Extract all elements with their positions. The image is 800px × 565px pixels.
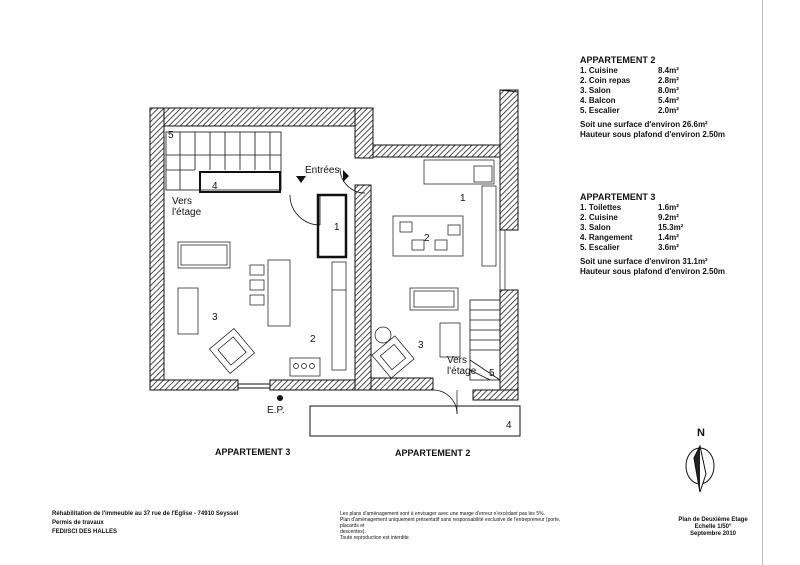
stairs-label-left: Vers l'étage [172,196,202,218]
legend-row: 5. Escalier 3.6m² [580,243,679,252]
entry-arrow-right [343,170,349,182]
room-number: 3 [418,340,424,351]
footer-project: Réhabilitation de l'immeuble au 37 rue de l'Eglise - 74910 Seyssel Permis de travaux FEDI/SCI DES HALLES [52,511,239,535]
legend-row: 1. Cuisine 8.4m² [580,66,679,75]
stairs-label-right: Vers l'étage [447,355,477,377]
legend-surface: Soit une surface d'environ 26.6m² [580,120,708,129]
entrance-label: Entrées [305,165,340,176]
legend-row: 3. Salon 8.0m² [580,86,679,95]
entry-arrow-left [296,176,306,183]
legend-row: 4. Rangement 1.4m² [580,233,679,242]
room-number: 2 [310,334,316,345]
legend-row: 5. Escalier 2.0m² [580,106,679,115]
footer-disclaimer: Les plans d'aménagement sont à envisager avec une marge d'erreur n'excédant pas les 5%. Plan d'aménagement uniquement présentatif sans responsabilité exclusive de l'entrepreneur (porte, placards et descentes). Toute reproduction est interdite. [340,511,561,541]
legend-title: APPARTEMENT 2 [580,55,656,65]
legend-apartment-3 [580,192,750,277]
legend-row: 1. Toilettes 1.6m² [580,203,679,212]
legend-row: 2. Coin repas 2.8m² [580,76,679,85]
legend-apartment-2 [580,55,750,140]
north-label: N [697,427,705,439]
footer-plan-info: Plan de Deuxième Etage Echelle 1/50° Septembre 2010 [678,517,748,537]
drain-label: E.P. [267,405,285,416]
apartment-3-walls [150,108,373,390]
room-number: 5 [489,368,495,379]
legend-title: APPARTEMENT 3 [580,192,656,202]
furniture-apt2 [372,160,505,414]
room-number: 4 [212,181,218,192]
apartment-2-title: APPARTEMENT 2 [395,448,471,458]
legend-row: 3. Salon 15.3m² [580,223,684,232]
room-number: 5 [168,130,174,141]
drain-point [277,395,283,401]
legend-row: 4. Balcon 5.4m² [580,96,679,105]
room-number: 4 [506,420,512,431]
room-number: 1 [334,222,340,233]
room-number: 2 [424,233,430,244]
furniture-apt3 [178,242,346,376]
legend-ceiling: Hauteur sous plafond d'environ 2.50m [580,267,726,276]
legend-ceiling: Hauteur sous plafond d'environ 2.50m [580,130,726,139]
legend-surface: Soit une surface d'environ 31.1m² [580,257,708,266]
north-arrow-icon [686,446,714,492]
room-number: 3 [212,312,218,323]
apartment-3-title: APPARTEMENT 3 [215,447,291,457]
room-number: 1 [460,193,466,204]
legend-row: 2. Cuisine 9.2m² [580,213,679,222]
stairs-left [166,132,281,192]
